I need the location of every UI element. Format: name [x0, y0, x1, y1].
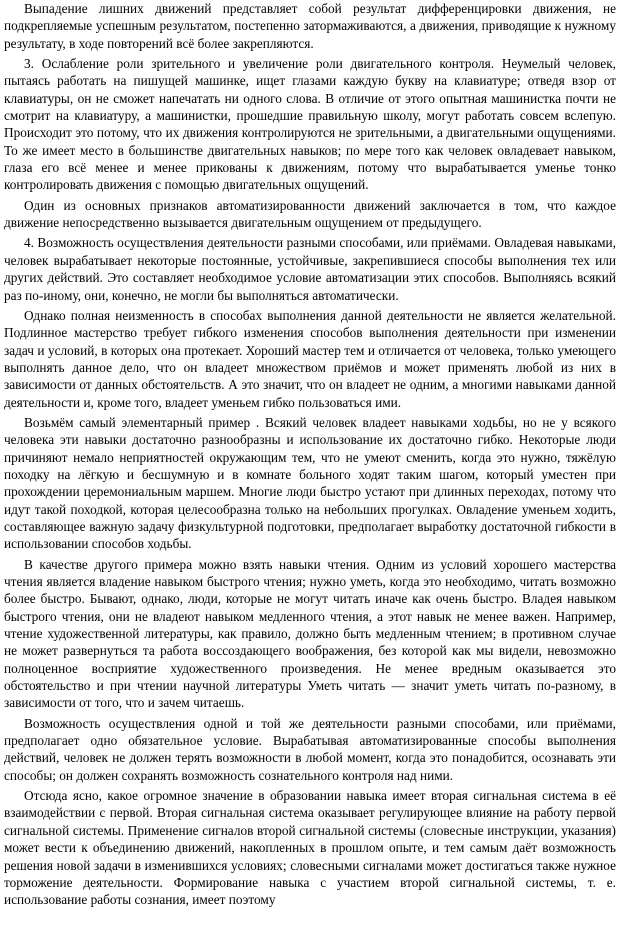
paragraph: Однако полная неизменность в способах выполнения данной деятельности не является желательной. Подлинное мастерство требует гибкого изменения способов выполнения деятельности при изменении задач и условий, в которых она протекает. Хороший мастер тем и отличается от человека, только умеющего выполнять данное дело, что он владеет множеством приёмов и может применять любой из них в зависимости от данных обстоятельств. А это значит, что он владеет не одним, а многими навыками данной деятельности и, кроме того, владеет уменьем гибко пользоваться ими. — [4, 307, 616, 410]
paragraph: Один из основных признаков автоматизированности движений заключается в том, что каждое движение непосредственно вызывается двигательным ощущением от предыдущего. — [4, 197, 616, 231]
paragraph: Возьмём самый элементарный пример . Всякий человек владеет навыками ходьбы, но не у всякого человека эти навыки достаточно разнообразны и использование их достаточно гибко. Некоторые люди причиняют немало неприятностей окружающим тем, что не умеют сменить, когда это нужно, тяжёлую походку на лёгкую и бесшумную и в комнате больного ходят таким шагом, который уместен при прохождении церемониальным маршем. Многие люди быстро устают при длинных переходах, потому что идут такой походкой, которая целесообразна только на небольших прогулках. Овладение уменьем ходить, составляющее важную задачу физкультурной подготовки, предполагает выработку достаточной гибкости в использовании способов ходьбы. — [4, 414, 616, 552]
paragraph: Выпадение лишних движений представляет собой результат дифференцировки движения, не подкрепляемые успешным результатом, постепенно затормаживаются, а движения, приводящие к нужному результату, в ходе повторений всё более закрепляются. — [4, 1, 616, 51]
paragraph: В качестве другого примера можно взять навыки чтения. Одним из условий хорошего мастерства чтения является владение навыком быстрого чтения; нужно уметь, когда это необходимо, читать возможно более быстро. Бывают, однако, люди, которые не могут читать иначе как очень быстро. Владея навыком быстрого чтения, они не владеют навыком медленного чтения, а этот навык не менее важен. Например, чтение художественной литературы, как правило, должно быть медленным чтением; в противном случае не может развернуться та работа воссоздающего воображения, без которой как мы видели, невозможно полноценное восприятие художественного произведения. Не менее вредным оказывается это обстоятельство и при чтении научной литературы Уметь читать — значит уметь читать по-разному, в зависимости от того, что и зачем читаешь. — [4, 556, 616, 711]
paragraph: 3. Ослабление роли зрительного и увеличение роли двигательного контроля. Неумелый человек, пытаясь работать на пишущей машинке, ищет глазами каждую букву на клавиатуре; отведя взор от клавиатуры, он не сможет напечатать ни одного слова. В отличие от этого опытная машинистка почти не смотрит на клавиатуру, а машинистки, прошедшие правильную школу, могут работать совсем вслепую. Происходит это потому, что их движения контролируются не зрительными, а двигательными ощущениями. То же имеет место в большинстве двигательных навыков; по мере того как человек овладевает навыком, глаза его всё менее и менее прикованы к движениям, потому что вырабатывается уменье тонко контролировать движения с помощью двигательных ощущений. — [4, 56, 616, 193]
paragraph: Отсюда ясно, какое огромное значение в образовании навыка имеет вторая сигнальная система в её взаимодействии с первой. Вторая сигнальная система оказывает регулирующее влияние на работу первой сигнальной системы. Применение сигналов второй сигнальной системы (словесные инструкции, указания) может вести к объединению движений, накопленных в прошлом опыте, и тем самым даёт возможность решения новой задачи в изменившихся условиях; словесными сигналами может достигаться также нужное торможение деятельности. Формирование навыка с участием второй сигнальной системы, т. е. использование работы сознания, имеет поэтому — [4, 788, 616, 908]
paragraph: Возможность осуществления одной и той же деятельности разными способами, или приёмами, предполагает одно обязательное условие. Вырабатывая автоматизированные способы выполнения действий, человек не должен терять возможности в любой момент, когда это понадобится, осознавать эти способы; он должен сохранять возможность сознательного контроля над ними. — [4, 715, 616, 783]
document-page — [4, 0, 616, 912]
paragraph: 4. Возможность осуществления деятельности разными способами, или приёмами. Овладевая навыками, человек вырабатывает некоторые постоянные, устойчивые, закрепившиеся способы выполнения тех или других действий. Это составляет необходимое условие автоматизации этих способов. Выполняясь всякий раз по-иному, они, конечно, не могли бы выполняться автоматически. — [4, 235, 616, 303]
